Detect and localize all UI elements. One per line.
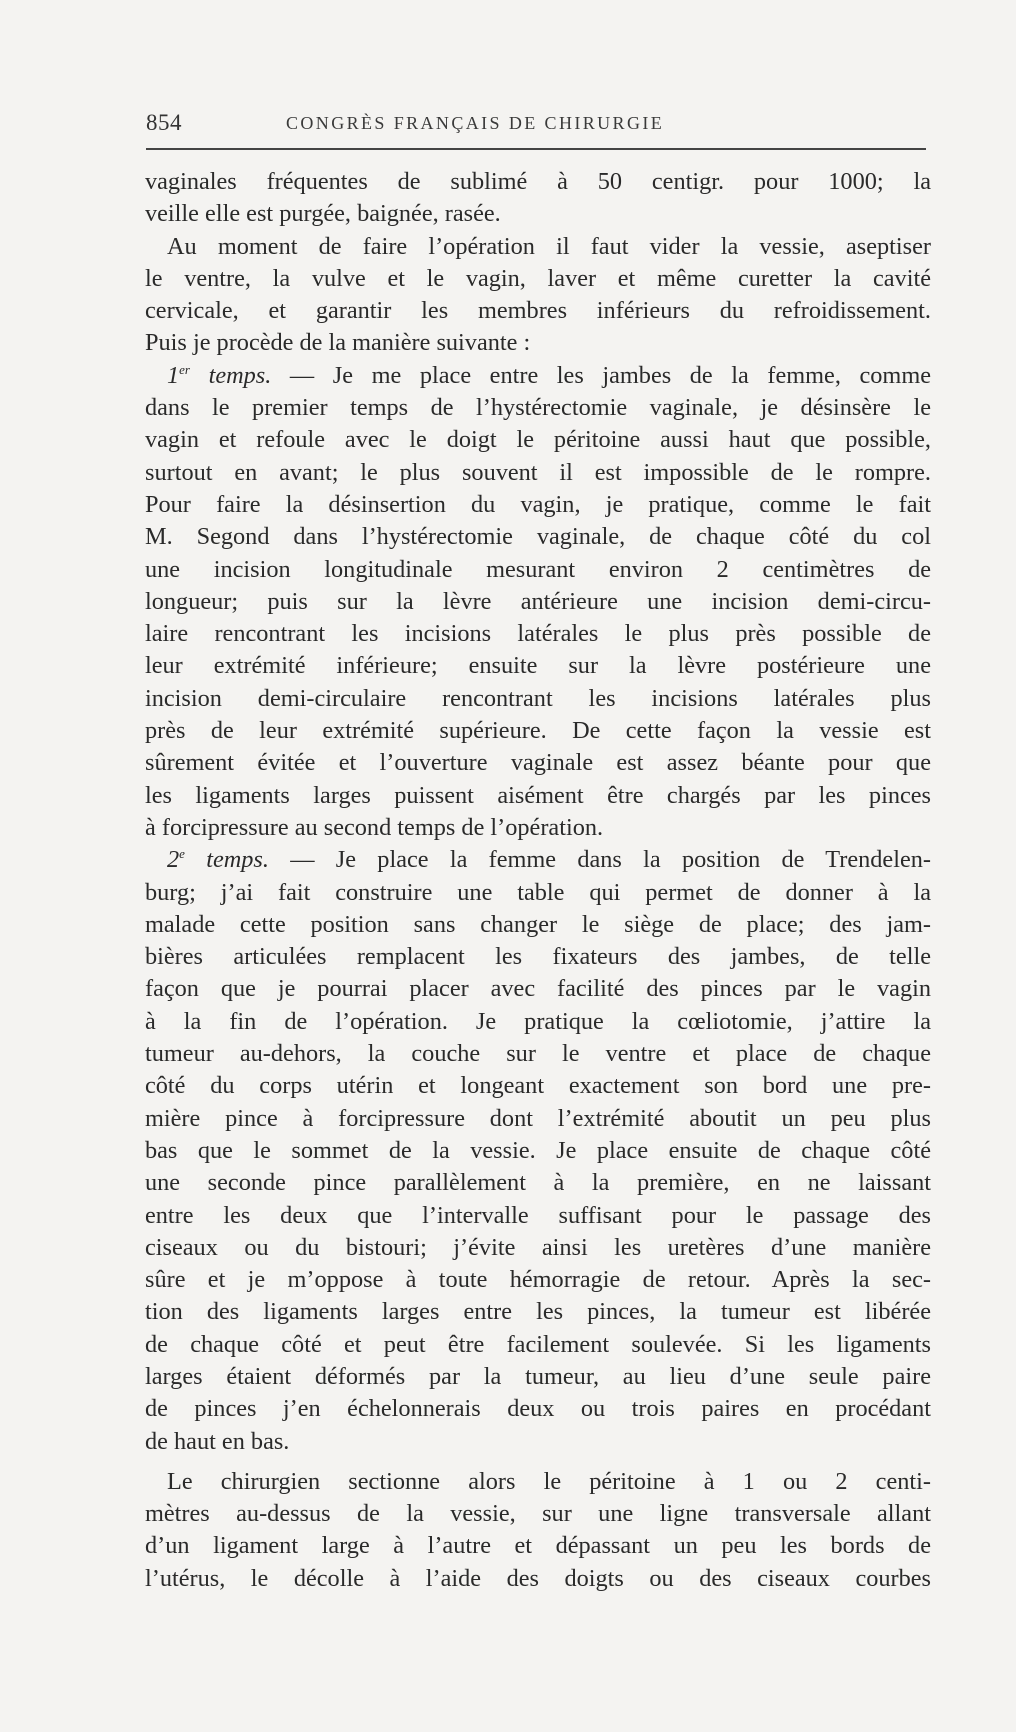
page-header xyxy=(146,104,926,144)
text-line: une incision longitudinale mesurant environ 2 centimètres de xyxy=(145,555,931,583)
header-rule xyxy=(146,148,926,150)
temps-2-line xyxy=(145,844,931,876)
text-line: laire rencontrant les incisions latérales le plus près possible de xyxy=(145,620,931,648)
text-line: larges étaient déformés par la tumeur, au lieu d’une seule paire xyxy=(145,1362,931,1390)
text-line: Le chirurgien sectionne alors le péritoine à 1 ou 2 centi- xyxy=(167,1467,931,1495)
text-line: longueur; puis sur la lèvre antérieure une incision demi-circu- xyxy=(145,587,931,615)
text-line: cervicale, et garantir les membres inférieurs du refroidissement. xyxy=(145,297,931,325)
text-line: de haut en bas. xyxy=(145,1427,290,1455)
text-line: mière pince à forcipressure dont l’extrémité aboutit un peu plus xyxy=(145,1104,931,1132)
text-line: vaginales fréquentes de sublimé à 50 centigr. pour 1000; la xyxy=(145,168,931,195)
paragraph-block-c xyxy=(145,877,931,1458)
text-line: surtout en avant; le plus souvent il est impossible de le rompre. xyxy=(145,458,931,486)
text-line: côté du corps utérin et longeant exactement son bord une pre- xyxy=(145,1072,931,1100)
text-line: à forcipressure au second temps de l’opération. xyxy=(145,813,604,841)
text-line: de pinces j’en échelonnerais deux ou trois paires en procédant xyxy=(145,1395,931,1423)
text-line: tion des ligaments larges entre les pinces, la tumeur est libérée xyxy=(145,1298,931,1326)
text-line: près de leur extrémité supérieure. De cette façon la vessie est xyxy=(145,717,931,745)
text-line: à la fin de l’opération. Je pratique la cœliotomie, j’attire la xyxy=(145,1007,931,1035)
running-head: CONGRÈS FRANÇAIS DE CHIRURGIE xyxy=(286,113,665,133)
text-line: de chaque côté et peut être facilement soulevée. Si les ligaments xyxy=(145,1330,931,1358)
text-line: façon que je pourrai placer avec facilité des pinces par le vagin xyxy=(145,975,931,1003)
text-line: ciseaux ou du bistouri; j’évite ainsi les uretères d’une manière xyxy=(145,1233,931,1261)
text-line: sûrement évitée et l’ouverture vaginale est assez béante pour que xyxy=(145,749,931,777)
temps-1-line xyxy=(145,360,931,392)
body-text xyxy=(145,166,931,1595)
temps-2-text: — Je place la femme dans la position de Trendelen- xyxy=(268,846,931,874)
temps-1-label: 1er temps. xyxy=(167,361,272,389)
text-line: burg; j’ai fait construire une table qui permet de donner à la xyxy=(145,878,931,906)
text-line: vagin et refoule avec le doigt le péritoine aussi haut que possible, xyxy=(145,426,931,454)
paragraph-block-d xyxy=(145,1466,931,1595)
text-line: d’un ligament large à l’autre et dépassant un peu les bords de xyxy=(145,1532,931,1560)
text-line: entre les deux que l’intervalle suffisant pour le passage des xyxy=(145,1201,931,1229)
paragraph-block-a xyxy=(145,166,931,360)
text-line: Au moment de faire l’opération il faut vider la vessie, aseptiser xyxy=(167,232,931,260)
text-line: une seconde pince parallèlement à la première, en ne laissant xyxy=(145,1169,931,1197)
text-line: incision demi-circulaire rencontrant les incisions latérales plus xyxy=(145,684,931,712)
text-line: veille elle est purgée, baignée, rasée. xyxy=(145,200,501,228)
text-line: Pour faire la désinsertion du vagin, je pratique, comme le fait xyxy=(145,490,931,518)
temps-1-text: — Je me place entre les jambes de la femme, comme xyxy=(271,361,931,389)
text-line: dans le premier temps de l’hystérectomie vaginale, je désinsère le xyxy=(145,394,931,422)
text-line: sûre et je m’oppose à toute hémorragie de retour. Après la sec- xyxy=(145,1266,931,1294)
page-number: 854 xyxy=(146,110,182,135)
text-line: M. Segond dans l’hystérectomie vaginale, de chaque côté du col xyxy=(145,523,931,551)
text-line: leur extrémité inférieure; ensuite sur la lèvre postérieure une xyxy=(145,652,931,680)
text-line: malade cette position sans changer le siège de place; des jam- xyxy=(145,910,931,938)
text-line: Puis je procède de la manière suivante : xyxy=(145,329,531,357)
text-line: bières articulées remplacent les fixateurs des jambes, de telle xyxy=(145,943,931,971)
text-line: tumeur au-dehors, la couche sur le ventre et place de chaque xyxy=(145,1040,931,1068)
paragraph-block-b xyxy=(145,392,931,844)
temps-2-label: 2e temps. xyxy=(167,846,269,874)
text-line: mètres au-dessus de la vessie, sur une ligne transversale allant xyxy=(145,1500,931,1528)
text-line: l’utérus, le décolle à l’aide des doigts ou des ciseaux courbes xyxy=(145,1564,931,1592)
text-line: le ventre, la vulve et le vagin, laver et même curetter la cavité xyxy=(145,264,931,292)
text-line: bas que le sommet de la vessie. Je place ensuite de chaque côté xyxy=(145,1136,931,1164)
text-line: les ligaments larges puissent aisément être chargés par les pinces xyxy=(145,781,931,809)
